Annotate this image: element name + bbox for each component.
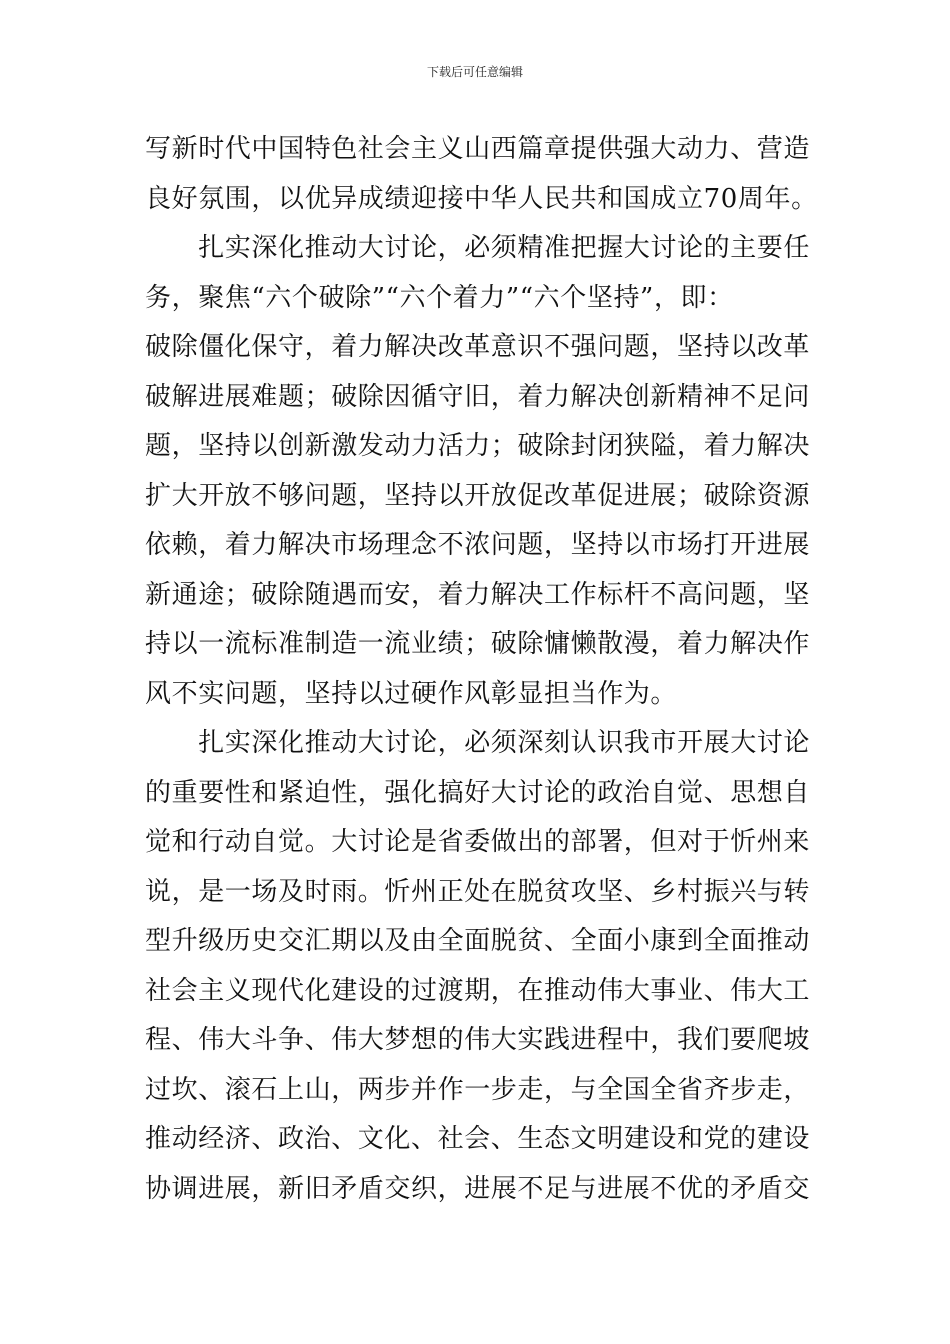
text-line: 风不实问题，坚持以过硬作风彰显担当作为。 bbox=[145, 678, 678, 709]
text-line: 依赖，着力解决市场理念不浓问题，坚持以市场打开进展 bbox=[145, 530, 811, 560]
text-line: 社会主义现代化建设的过渡期，在推动伟大事业、伟大工 bbox=[145, 975, 811, 1006]
text-line: 型升级历史交汇期以及由全面脱贫、全面小康到全面推动 bbox=[145, 926, 811, 956]
text-line: 持以一流标准制造一流业绩；破除慵懒散漫，着力解决作 bbox=[145, 629, 811, 659]
text-line: 觉和行动自觉。大讨论是省委做出的部署，但对于忻州来 bbox=[145, 827, 811, 857]
text-line: 协调进展，新旧矛盾交织，进展不足与进展不优的矛盾交 bbox=[145, 1173, 811, 1204]
text-line: 的重要性和紧迫性，强化搞好大讨论的政治自觉、思想自 bbox=[145, 777, 811, 808]
text-line: 破除僵化保守，着力解决改革意识不强问题，坚持以改革 bbox=[145, 332, 811, 362]
text-line: 务，聚焦“六个破除”“六个着力”“六个坚持”，即： bbox=[145, 282, 734, 313]
text-line: 扩大开放不够问题，坚持以开放促改革促进展；破除资源 bbox=[145, 480, 811, 511]
text-line: 程、伟大斗争、伟大梦想的伟大实践进程中，我们要爬坡 bbox=[145, 1025, 811, 1055]
text-line: 写新时代中国特色社会主义山西篇章提供强大动力、营造 bbox=[145, 134, 811, 164]
text-line: 说，是一场及时雨。忻州正处在脱贫攻坚、乡村振兴与转 bbox=[145, 876, 811, 907]
text-line: 破解进展难题；破除因循守旧，着力解决创新精神不足问 bbox=[145, 381, 811, 412]
text-line: 扎实深化推动大讨论，必须深刻认识我市开展大讨论 bbox=[145, 728, 811, 758]
text-line: 良好氛围，以优异成绩迎接中华人民共和国成立70周年。 bbox=[145, 183, 818, 214]
text-line: 新通途；破除随遇而安，着力解决工作标杆不高问题，坚 bbox=[145, 579, 811, 610]
text-line: 题，坚持以创新激发动力活力；破除封闭狭隘，着力解决 bbox=[145, 431, 811, 461]
text-line: 推动经济、政治、文化、社会、生态文明建设和党的建设 bbox=[145, 1124, 811, 1154]
document-body bbox=[145, 125, 818, 1214]
page-header: 下载后可任意编辑 bbox=[426, 65, 523, 79]
text-line: 扎实深化推动大讨论，必须精准把握大讨论的主要任 bbox=[145, 233, 811, 263]
text-line: 过坎、滚石上山，两步并作一步走，与全国全省齐步走， bbox=[145, 1074, 811, 1105]
